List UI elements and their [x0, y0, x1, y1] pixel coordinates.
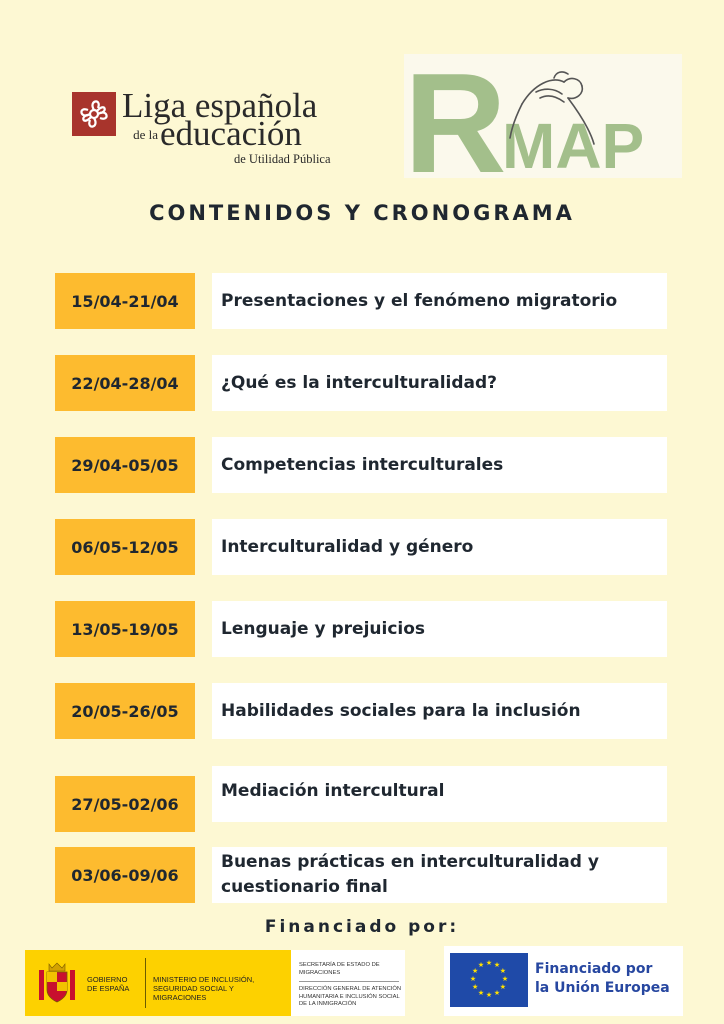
- svg-text:★: ★: [485, 991, 493, 999]
- gobierno-name: GOBIERNO DE ESPAÑA: [87, 975, 130, 993]
- schedule-row: [0, 766, 724, 824]
- ramap-logo: [404, 54, 682, 178]
- svg-text:★: ★: [471, 983, 479, 991]
- eu-text-line2: la Unión Europea: [535, 980, 670, 996]
- liga-name-line2: educación: [160, 114, 302, 153]
- svg-text:★: ★: [477, 988, 485, 997]
- topic-label: Buenas prácticas en interculturalidad y cuestionario final: [212, 847, 667, 903]
- svg-text:★: ★: [499, 967, 507, 975]
- liga-name-line3: de Utilidad Pública: [234, 152, 331, 166]
- svg-text:★: ★: [493, 961, 501, 970]
- secretaria-name: SECRETARÍA DE ESTADO DE MIGRACIONES: [299, 962, 380, 976]
- date-range: 22/04-28/04: [55, 355, 195, 411]
- ramap-logo-r: R: [404, 54, 507, 178]
- eu-flag-icon: [450, 953, 528, 1007]
- topic-label: Mediación intercultural: [212, 766, 667, 822]
- topic-label: Habilidades sociales para la inclusión: [212, 683, 667, 739]
- liga-name-line1: Liga española: [122, 86, 318, 125]
- topic-label: Competencias interculturales: [212, 437, 667, 493]
- liga-name-de-la: de la: [133, 127, 158, 142]
- schedule-row: [0, 847, 724, 905]
- schedule-row: [0, 683, 724, 741]
- date-range: 15/04-21/04: [55, 273, 195, 329]
- svg-text:★: ★: [501, 975, 509, 983]
- liga-flower-logo-icon: [72, 92, 116, 136]
- date-range: 03/06-09/06: [55, 847, 195, 903]
- funding-title: Financiado por:: [264, 917, 460, 937]
- direccion-name: DIRECCIÓN GENERAL DE ATENCIÓN HUMANITARIA E INCLUSIÓN SOCIAL DE LA INMIGRACIÓN: [299, 986, 402, 1007]
- ramap-logo-text: MAP: [502, 110, 645, 178]
- svg-text:★: ★: [485, 959, 493, 967]
- liga-logo: [72, 88, 372, 168]
- topic-label: ¿Qué es la interculturalidad?: [212, 355, 667, 411]
- svg-text:★: ★: [469, 975, 477, 983]
- ministerio-name: MINISTERIO DE INCLUSIÓN, SEGURIDAD SOCIAL Y MIGRACIONES: [153, 975, 255, 1002]
- topic-label: Lenguaje y prejuicios: [212, 601, 667, 657]
- schedule-row: [0, 519, 724, 577]
- svg-text:★: ★: [493, 988, 501, 997]
- page-title: CONTENIDOS Y CRONOGRAMA: [149, 201, 575, 225]
- topic-label: Interculturalidad y género: [212, 519, 667, 575]
- schedule-row: [0, 355, 724, 413]
- svg-text:★: ★: [499, 983, 507, 991]
- date-range: 27/05-02/06: [55, 776, 195, 832]
- spain-coat-of-arms-icon: [35, 960, 79, 1008]
- schedule-row: [0, 437, 724, 495]
- date-range: 06/05-12/05: [55, 519, 195, 575]
- divider: [299, 981, 399, 982]
- eu-logo: [444, 946, 683, 1016]
- schedule-row: [0, 601, 724, 659]
- svg-text:★: ★: [477, 961, 485, 970]
- date-range: 29/04-05/05: [55, 437, 195, 493]
- date-range: 13/05-19/05: [55, 601, 195, 657]
- topic-label: Presentaciones y el fenómeno migratorio: [212, 273, 667, 329]
- divider: [145, 958, 146, 1008]
- svg-text:★: ★: [471, 967, 479, 975]
- schedule-row: [0, 273, 724, 331]
- eu-text-line1: Financiado por: [535, 961, 653, 977]
- date-range: 20/05-26/05: [55, 683, 195, 739]
- gobierno-logo: [25, 950, 405, 1016]
